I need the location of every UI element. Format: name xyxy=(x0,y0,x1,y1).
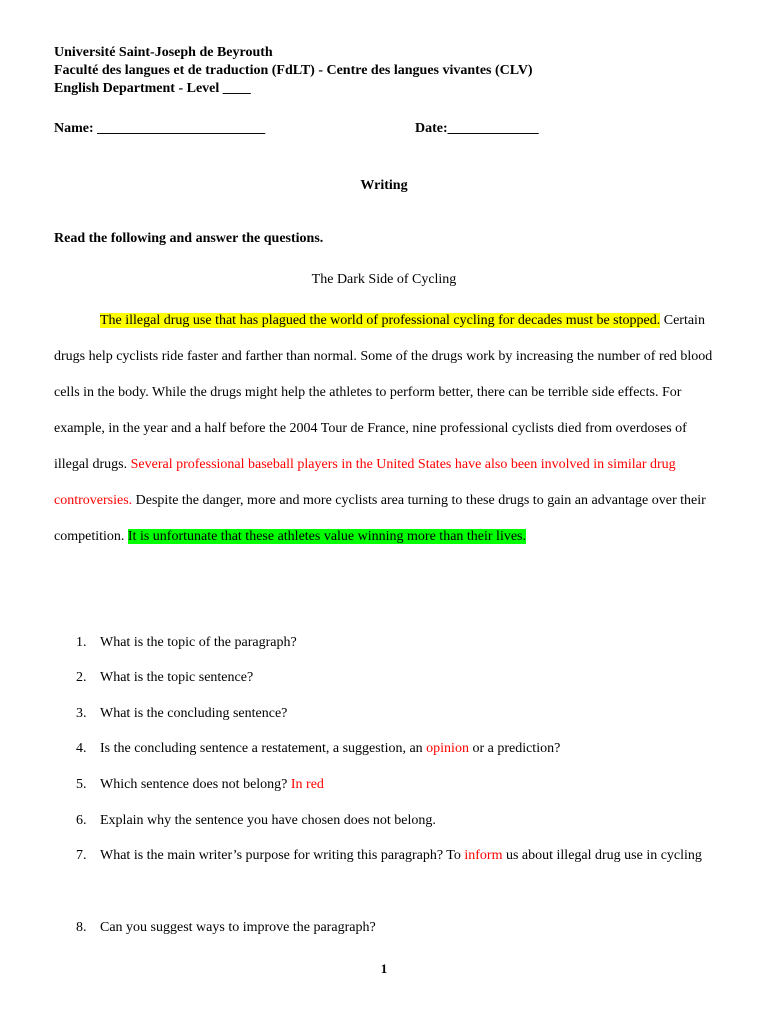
question-number: 1. xyxy=(76,635,87,650)
question-text-post: or a prediction? xyxy=(468,741,561,756)
question-item xyxy=(54,731,718,767)
question-number: 5. xyxy=(76,777,87,792)
question-item xyxy=(54,625,718,661)
question-number: 7. xyxy=(76,848,87,863)
question-text: What is the concluding sentence? xyxy=(100,706,288,721)
question-text-pre: What is the main writer’s purpose for writing this paragraph? To xyxy=(100,848,465,863)
question-item xyxy=(54,660,718,696)
answer-text: opinion xyxy=(426,741,469,756)
question-number: 3. xyxy=(76,706,87,721)
page-number: 1 xyxy=(380,961,388,976)
question-text: What is the topic sentence? xyxy=(100,670,254,685)
question-text: Explain why the sentence you have chosen does not belong. xyxy=(100,813,436,828)
instruction: Read the following and answer the questions. xyxy=(54,231,324,246)
passage-title: The Dark Side of Cycling xyxy=(311,272,457,287)
question-number: 4. xyxy=(76,741,87,756)
section-title: Writing xyxy=(360,178,408,193)
passage-body-2: Despite the danger, more and more cyclists area turning to these drugs to gain an advantage over their competition. xyxy=(54,493,706,544)
question-item xyxy=(54,803,718,839)
question-item xyxy=(54,696,718,732)
question-item xyxy=(54,910,718,946)
passage-paragraph xyxy=(54,303,718,555)
question-text-post: us about illegal drug use in cycling xyxy=(502,848,702,863)
question-number: 8. xyxy=(76,920,87,935)
question-text: Can you suggest ways to improve the paragraph? xyxy=(100,920,376,935)
passage-body-1: Certain drugs help cyclists ride faster and farther than normal. Some of the drugs work by increasing the number of red blood cells in the body. While the drugs might help the athletes to perform better, there can be terrible side effects. For example, in the year and a half before the 2004 Tour de France, nine professional cyclists died from overdoses of illegal drugs. xyxy=(54,313,713,472)
question-item xyxy=(54,767,718,803)
concluding-sentence: It is unfortunate that these athletes value winning more than their lives. xyxy=(127,529,527,544)
question-number: 6. xyxy=(76,813,87,828)
question-text xyxy=(100,767,718,803)
name-field: Name: ________________________ xyxy=(54,121,266,136)
question-item xyxy=(54,838,718,874)
date-field: Date:_____________ xyxy=(415,121,539,136)
answer-text: In red xyxy=(290,777,324,792)
off-topic-sentence: Several professional baseball players in the United States have also been involved in similar drug controversies. xyxy=(54,457,676,508)
question-text: What is the topic of the paragraph? xyxy=(100,635,297,650)
header-university: Université Saint-Joseph de Beyrouth xyxy=(54,45,273,60)
question-text xyxy=(100,838,718,874)
topic-sentence: The illegal drug use that has plagued the world of professional cycling for decades must be stopped. xyxy=(100,313,661,328)
answer-text: inform xyxy=(464,848,503,863)
question-text xyxy=(100,731,718,767)
header-faculty: Faculté des langues et de traduction (FdLT) - Centre des langues vivantes (CLV) xyxy=(54,63,533,78)
header-department: English Department - Level ____ xyxy=(54,81,251,96)
question-number: 2. xyxy=(76,670,87,685)
question-text-pre: Which sentence does not belong? xyxy=(100,777,291,792)
question-text-pre: Is the concluding sentence a restatement, a suggestion, an xyxy=(100,741,427,756)
